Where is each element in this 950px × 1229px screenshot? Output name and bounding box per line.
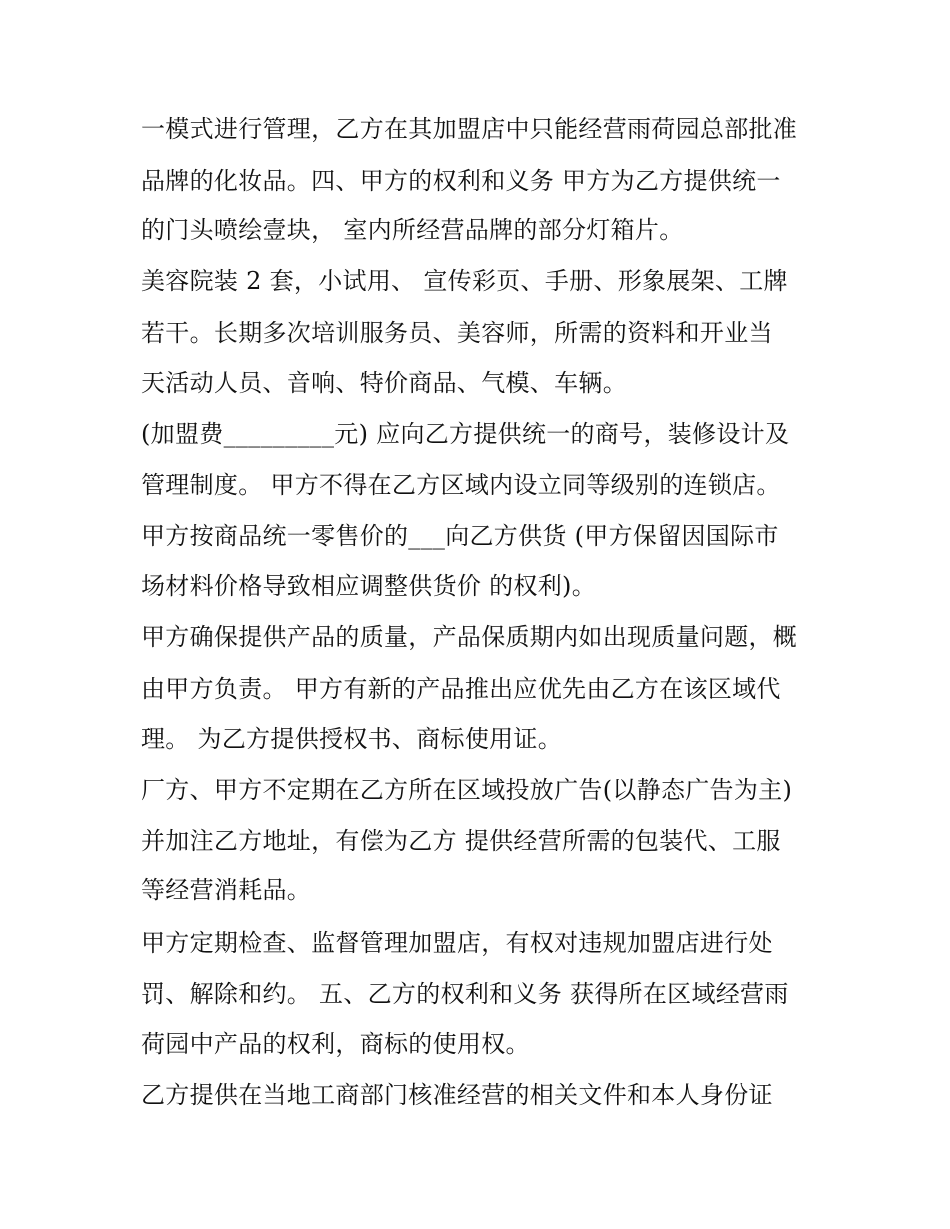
text-line: 管理制度。 甲方不得在乙方区域内设立同等级别的连锁店。 bbox=[141, 471, 781, 499]
text-line: 甲方定期检查、监督管理加盟店，有权对违规加盟店进行处 bbox=[141, 929, 773, 957]
text-line: (加盟费_________元) 应向乙方提供统一的商号，装修设计及 bbox=[141, 420, 790, 448]
text-line: 一模式进行管理，乙方在其加盟店中只能经营雨荷园总部批准 bbox=[141, 115, 798, 143]
text-line: 理。 为乙方提供授权书、商标使用证。 bbox=[141, 725, 563, 753]
text-line: 乙方提供在当地工商部门核准经营的相关文件和本人身份证 bbox=[141, 1081, 773, 1109]
text-line: 等经营消耗品。 bbox=[141, 876, 312, 904]
text-line: 甲方按商品统一零售价的___向乙方供货 (甲方保留因国际市 bbox=[141, 522, 779, 550]
text-line: 场材料价格导致相应调整供货价 的权利)。 bbox=[141, 572, 596, 600]
text-line: 罚、解除和约。 五、乙方的权利和义务 获得所在区域经营雨 bbox=[141, 980, 789, 1008]
text-line: 天活动人员、音响、特价商品、气模、车辆。 bbox=[141, 369, 627, 397]
text-line: 若干。长期多次培训服务员、美容师，所需的资料和开业当 bbox=[141, 319, 773, 347]
text-line: 厂方、甲方不定期在乙方所在区域投放广告(以静态广告为主) bbox=[141, 776, 793, 804]
text-line: 由甲方负责。 甲方有新的产品推出应优先由乙方在该区域代 bbox=[141, 675, 781, 703]
text-line: 品牌的化妆品。四、甲方的权利和义务 甲方为乙方提供统一 bbox=[141, 167, 781, 195]
text-line: 的门头喷绘壹块， 室内所经营品牌的部分灯箱片。 bbox=[141, 216, 684, 244]
text-line: 甲方确保提供产品的质量，产品保质期内如出现质量问题，概 bbox=[141, 623, 798, 651]
text-line: 荷园中产品的权利，商标的使用权。 bbox=[141, 1030, 530, 1058]
text-line: 并加注乙方地址，有偿为乙方 提供经营所需的包装代、工服 bbox=[141, 827, 781, 855]
text-line: 美容院装 2 套，小试用、 宣传彩页、手册、形象展架、工牌 bbox=[141, 267, 788, 295]
